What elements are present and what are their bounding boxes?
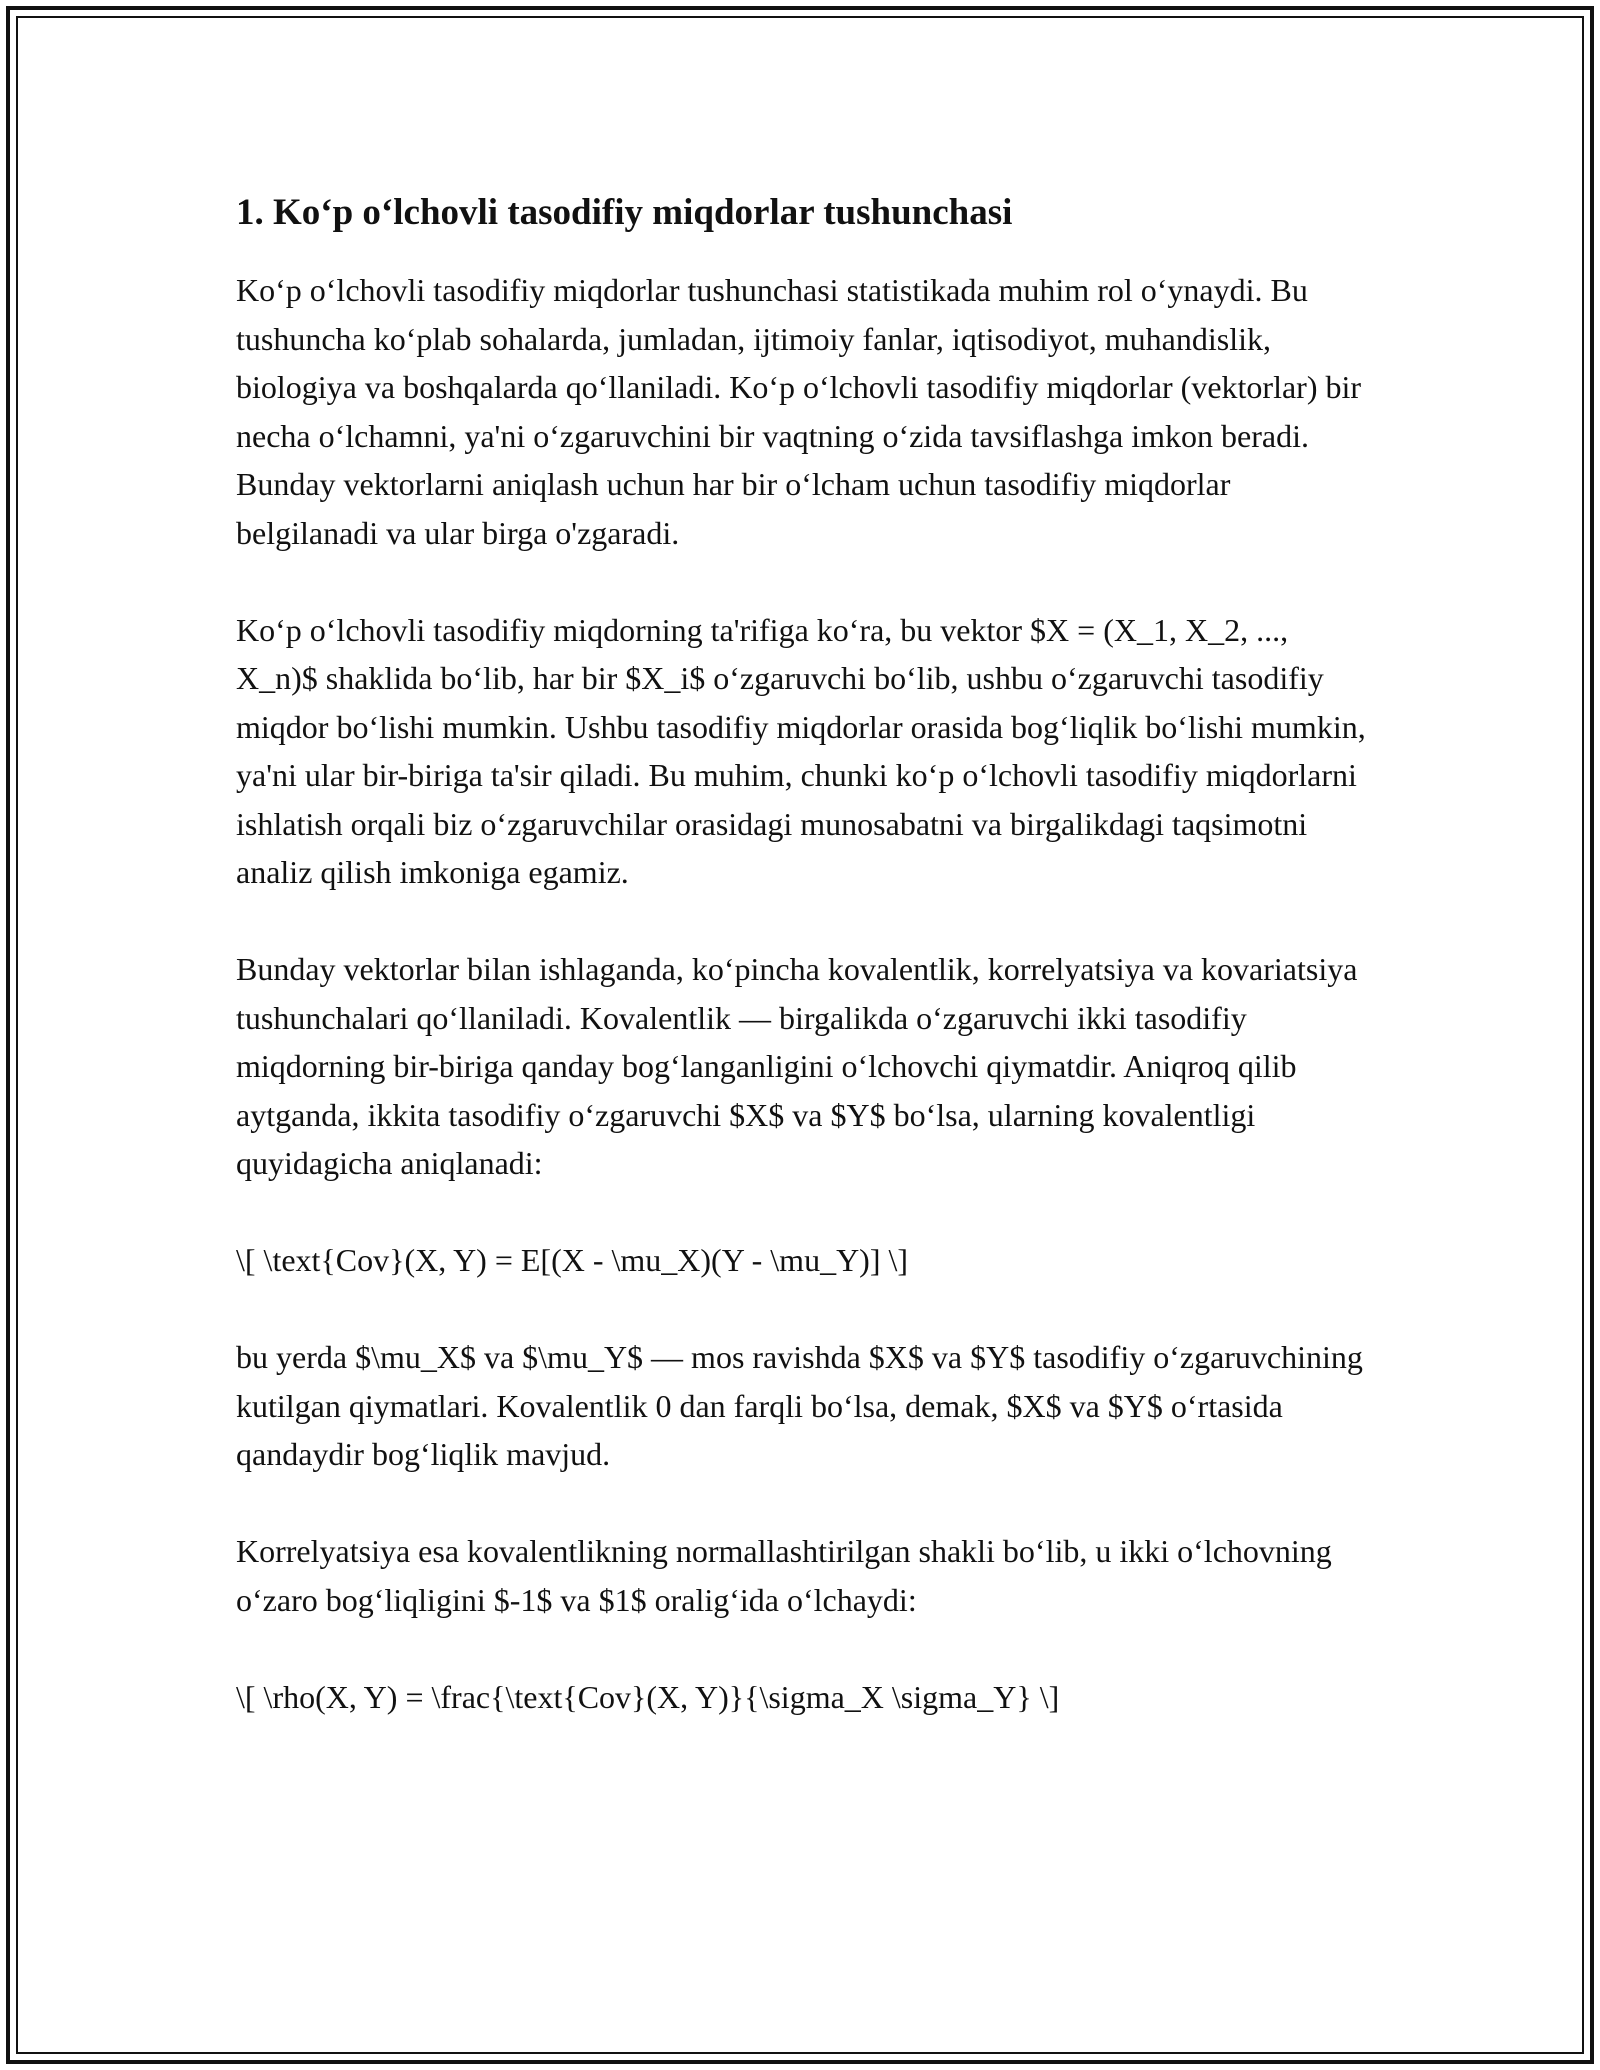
paragraph-intro: Ko‘p o‘lchovli tasodifiy miqdorlar tushunchasi statistikada muhim rol o‘ynaydi. Bu tushuncha ko‘plab sohalarda, jumladan, ijtimoiy fanlar, iqtisodiyot, muhandislik, biologiya va boshqalarda qo‘llaniladi. Ko‘p o‘lchovli tasodifiy miqdorlar (vektorlar) bir necha o‘lchamni, ya'ni o‘zgaruvchini bir vaqtning o‘zida tavsiflashga imkon beradi. Bunday vektorlarni aniqlash uchun har bir o‘lcham uchun tasodifiy miqdorlar belgilanadi va ular birga o'zgaradi. <box>236 272 1362 551</box>
formula-covariance: \[ \text{Cov}(X, Y) = E[(X - \mu_X)(Y - \mu_Y)] \] <box>236 1242 909 1278</box>
paragraph-spacer <box>236 1188 1376 1237</box>
formula-correlation: \[ \rho(X, Y) = \frac{\text{Cov}(X, Y)}{\sigma_X \sigma_Y} \] <box>236 1678 1060 1715</box>
paragraph-spacer <box>236 1624 1376 1673</box>
section-heading: 1. Ko‘p o‘lchovli tasodifiy miqdorlar tushunchasi <box>236 192 1013 233</box>
paragraph-spacer <box>236 1285 1376 1334</box>
paragraph-spacer <box>236 897 1376 946</box>
paragraph-covariance: Bunday vektorlar bilan ishlaganda, ko‘pincha kovalentlik, korrelyatsiya va kovariatsiya tushunchalari qo‘llaniladi. Kovalentlik — birgalikda o‘zgaruvchi ikki tasodifiy miqdorning bir-biriga qanday bog‘langanligini o‘lchovchi qiymatdir. Aniqroq qilib aytganda, ikkita tasodifiy o‘zgaruvchi $X$ va $Y$ bo‘lsa, ularning kovalentligi quyidagicha aniqlanadi: <box>236 951 1358 1181</box>
paragraph-spacer <box>236 1479 1376 1528</box>
paragraph-correlation: Korrelyatsiya esa kovalentlikning normallashtirilgan shakli bo‘lib, u ikki o‘lchovning o‘zaro bog‘liqligini $-1$ va $1$ oralig‘ida o‘lchaydi: <box>236 1533 1332 1618</box>
paragraph-spacer <box>236 557 1376 606</box>
paragraph-definition: Ko‘p o‘lchovli tasodifiy miqdorning ta'rifiga ko‘ra, bu vektor $X = (X_1, X_2, ..., X_n)$ shaklida bo‘lib, har bir $X_i$ o‘zgaruvchi bo‘lib, ushbu o‘zgaruvchi tasodifiy miqdor bo‘lishi mumkin. Ushbu tasodifiy miqdorlar orasida bog‘liqlik bo‘lishi mumkin, ya'ni ular bir-biriga ta'sir qiladi. Bu muhim, chunki ko‘p o‘lchovli tasodifiy miqdorlarni ishlatish orqali biz o‘zgaruvchilar orasidagi munosabatni va birgalikdagi taqsimotni analiz qilish imkoniga egamiz. <box>236 611 1366 890</box>
document-body <box>236 186 1376 1721</box>
paragraph-expected-values: bu yerda $\mu_X$ va $\mu_Y$ — mos ravishda $X$ va $Y$ tasodifiy o‘zgaruvchining kutilgan qiymatlari. Kovalentlik 0 dan farqli bo‘lsa, demak, $X$ va $Y$ o‘rtasida qandaydir bog‘liqlik mavjud. <box>236 1339 1363 1472</box>
